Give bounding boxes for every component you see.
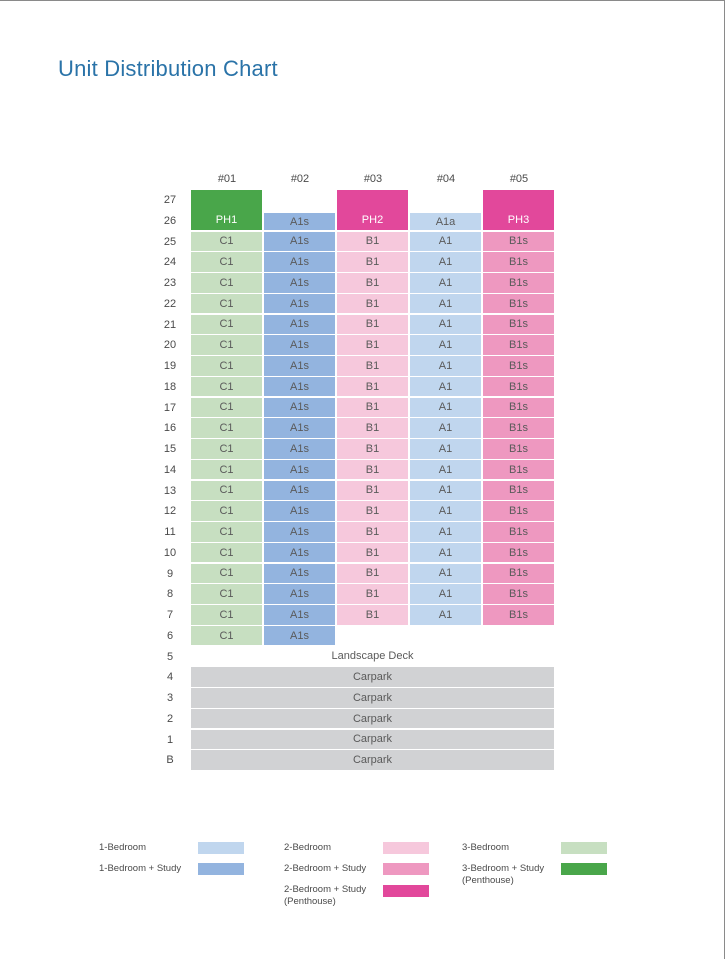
unit-cell: A1 [410,460,481,480]
unit-cell: A1s [264,584,335,604]
unit-cell: A1s [264,564,335,584]
unit-cell: B1s [483,543,554,563]
floor-label: 17 [163,401,177,414]
legend-label-3-bedroom-study-penthouse [462,863,544,887]
legend-swatch-2-bedroom [383,842,429,854]
floor-label: 23 [163,277,177,289]
carpark-row: Carpark [191,667,554,687]
floor-label: 19 [163,360,177,372]
legend-label-2-bedroom: 2-Bedroom [284,842,331,853]
unit-cell: B1s [483,315,554,335]
floor-label: 13 [163,484,177,497]
legend-swatch-3-bedroom [561,842,607,854]
unit-cell: B1 [337,439,408,459]
unit-cell: C1 [191,584,262,604]
unit-cell: B1s [483,460,554,480]
unit-cell: C1 [191,398,262,418]
unit-cell: PH2 [337,190,408,230]
legend-label-1-bedroom: 1-Bedroom [99,842,146,853]
unit-cell: A1 [410,252,481,272]
unit-cell: B1s [483,564,554,584]
unit-cell: B1s [483,252,554,272]
unit-cell: A1s [264,335,335,355]
unit-cell: B1s [483,232,554,252]
unit-cell: A1s [264,377,335,397]
unit-cell: A1s [264,232,335,252]
carpark-row: Carpark [191,730,554,750]
unit-cell: C1 [191,605,262,625]
floor-label: 25 [163,235,177,248]
floor-label: 5 [166,650,174,663]
unit-cell: C1 [191,543,262,563]
floor-label: 2 [166,712,174,725]
unit-cell: B1 [337,273,408,293]
unit-cell: B1s [483,398,554,418]
unit-cell: A1s [264,273,335,293]
unit-cell: B1 [337,232,408,252]
unit-cell: A1a [410,213,481,231]
unit-cell: B1s [483,418,554,438]
legend-label-2-bedroom-study: 2-Bedroom + Study [284,863,367,874]
column-header: #01 [217,173,237,185]
floor-label: 10 [163,546,177,559]
page-title: Unit Distribution Chart [58,56,278,81]
unit-cell: B1 [337,377,408,397]
unit-cell: A1s [264,356,335,376]
unit-cell: B1s [483,584,554,604]
unit-cell: C1 [191,439,262,459]
unit-cell: B1 [337,356,408,376]
unit-cell: B1 [337,522,408,542]
floor-label: 22 [163,297,177,310]
unit-cell: C1 [191,418,262,438]
floor-label: 3 [166,692,174,704]
legend-label-1-bedroom-study: 1-Bedroom + Study [99,863,182,874]
unit-cell: A1s [264,252,335,272]
column-header: #03 [363,173,383,185]
floor-label: 8 [166,588,174,601]
unit-cell: C1 [191,273,262,293]
unit-cell: A1 [410,522,481,542]
unit-cell: A1 [410,564,481,584]
unit-cell: B1 [337,398,408,418]
unit-cell: C1 [191,564,262,584]
unit-cell: C1 [191,315,262,335]
unit-cell: A1 [410,335,481,355]
unit-cell: A1 [410,584,481,604]
unit-cell: B1s [483,377,554,397]
unit-cell: A1s [264,398,335,418]
floor-label: 16 [163,422,177,435]
floor-label: 20 [163,339,177,352]
unit-cell: B1 [337,584,408,604]
unit-cell: C1 [191,356,262,376]
floor-label: 1 [166,733,174,746]
unit-cell: B1 [337,605,408,625]
legend-label-3-bedroom: 3-Bedroom [462,842,509,853]
unit-cell: B1s [483,439,554,459]
unit-cell: B1s [483,605,554,625]
unit-cell: A1s [264,501,335,521]
unit-cell: A1 [410,398,481,418]
unit-cell: B1 [337,460,408,480]
unit-cell: A1s [264,460,335,480]
floor-label: B [166,754,174,767]
unit-cell: B1 [337,564,408,584]
unit-cell: C1 [191,501,262,521]
unit-cell: B1 [337,481,408,501]
carpark-row: Carpark [191,709,554,729]
unit-cell: A1s [264,605,335,625]
unit-cell: A1 [410,273,481,293]
legend-swatch-3-bedroom-study-penthouse [561,863,607,875]
unit-cell: A1s [264,522,335,542]
unit-cell: A1s [264,418,335,438]
unit-cell: A1 [410,501,481,521]
unit-cell: B1 [337,315,408,335]
unit-cell: A1 [410,439,481,459]
unit-cell: B1 [337,252,408,272]
unit-cell: C1 [191,232,262,252]
legend-swatch-1-bedroom [198,842,244,854]
unit-cell: B1 [337,294,408,314]
unit-cell: A1 [410,377,481,397]
floor-label: 12 [163,505,177,518]
column-header: #05 [509,173,529,185]
floor-label: 14 [163,463,177,476]
unit-cell: PH1 [191,190,262,230]
unit-cell: A1 [410,418,481,438]
unit-cell: B1s [483,335,554,355]
unit-cell: C1 [191,252,262,272]
unit-cell: A1 [410,232,481,252]
unit-cell: A1 [410,356,481,376]
unit-cell: A1s [264,543,335,563]
floor-label: 7 [166,609,174,621]
unit-cell: B1 [337,501,408,521]
unit-cell: B1s [483,501,554,521]
unit-cell: B1s [483,294,554,314]
unit-cell: A1 [410,294,481,314]
floor-label: 11 [164,526,176,538]
floor-label: 24 [163,256,177,269]
unit-cell: B1 [337,335,408,355]
unit-cell: A1s [264,213,335,231]
unit-cell: C1 [191,377,262,397]
unit-cell: A1 [410,543,481,563]
unit-cell: C1 [191,626,262,646]
floor-label: 26 [163,214,177,227]
floor-label: 9 [166,567,174,580]
unit-cell: C1 [191,294,262,314]
unit-cell: B1s [483,273,554,293]
legend-swatch-2-bedroom-study-penthouse [383,885,429,897]
unit-cell: A1 [410,315,481,335]
unit-cell: B1 [337,543,408,563]
legend-swatch-1-bedroom-study [198,863,244,875]
unit-cell: A1s [264,315,335,335]
landscape-deck-row: Landscape Deck [331,650,414,663]
carpark-row: Carpark [191,750,554,770]
unit-cell: C1 [191,522,262,542]
floor-label: 6 [166,629,174,642]
legend-swatch-2-bedroom-study [383,863,429,875]
unit-cell: A1 [410,605,481,625]
floor-label: 15 [163,443,177,455]
unit-cell: A1s [264,626,335,646]
unit-cell: C1 [191,335,262,355]
floor-label: 27 [163,194,177,206]
floor-label: 21 [163,318,177,331]
legend-label-2-bedroom-study-penthouse [284,884,366,908]
floor-label: 18 [163,380,177,393]
column-header: #02 [290,173,310,185]
unit-cell: A1s [264,481,335,501]
unit-cell: B1s [483,356,554,376]
carpark-row: Carpark [191,688,554,708]
unit-cell: A1s [264,294,335,314]
unit-cell: C1 [191,460,262,480]
legend-label-line: 3-Bedroom + Study [462,863,545,874]
unit-cell: A1s [264,439,335,459]
unit-cell: B1 [337,418,408,438]
unit-cell: B1s [483,481,554,501]
column-header: #04 [436,173,456,185]
unit-cell: C1 [191,481,262,501]
unit-cell: PH3 [483,190,554,230]
legend-label-line: 2-Bedroom + Study [284,884,367,895]
unit-cell: B1s [483,522,554,542]
unit-cell: A1 [410,481,481,501]
legend-label-line: (Penthouse) [462,875,514,886]
legend-label-line: (Penthouse) [284,896,336,907]
floor-label: 4 [166,671,174,684]
